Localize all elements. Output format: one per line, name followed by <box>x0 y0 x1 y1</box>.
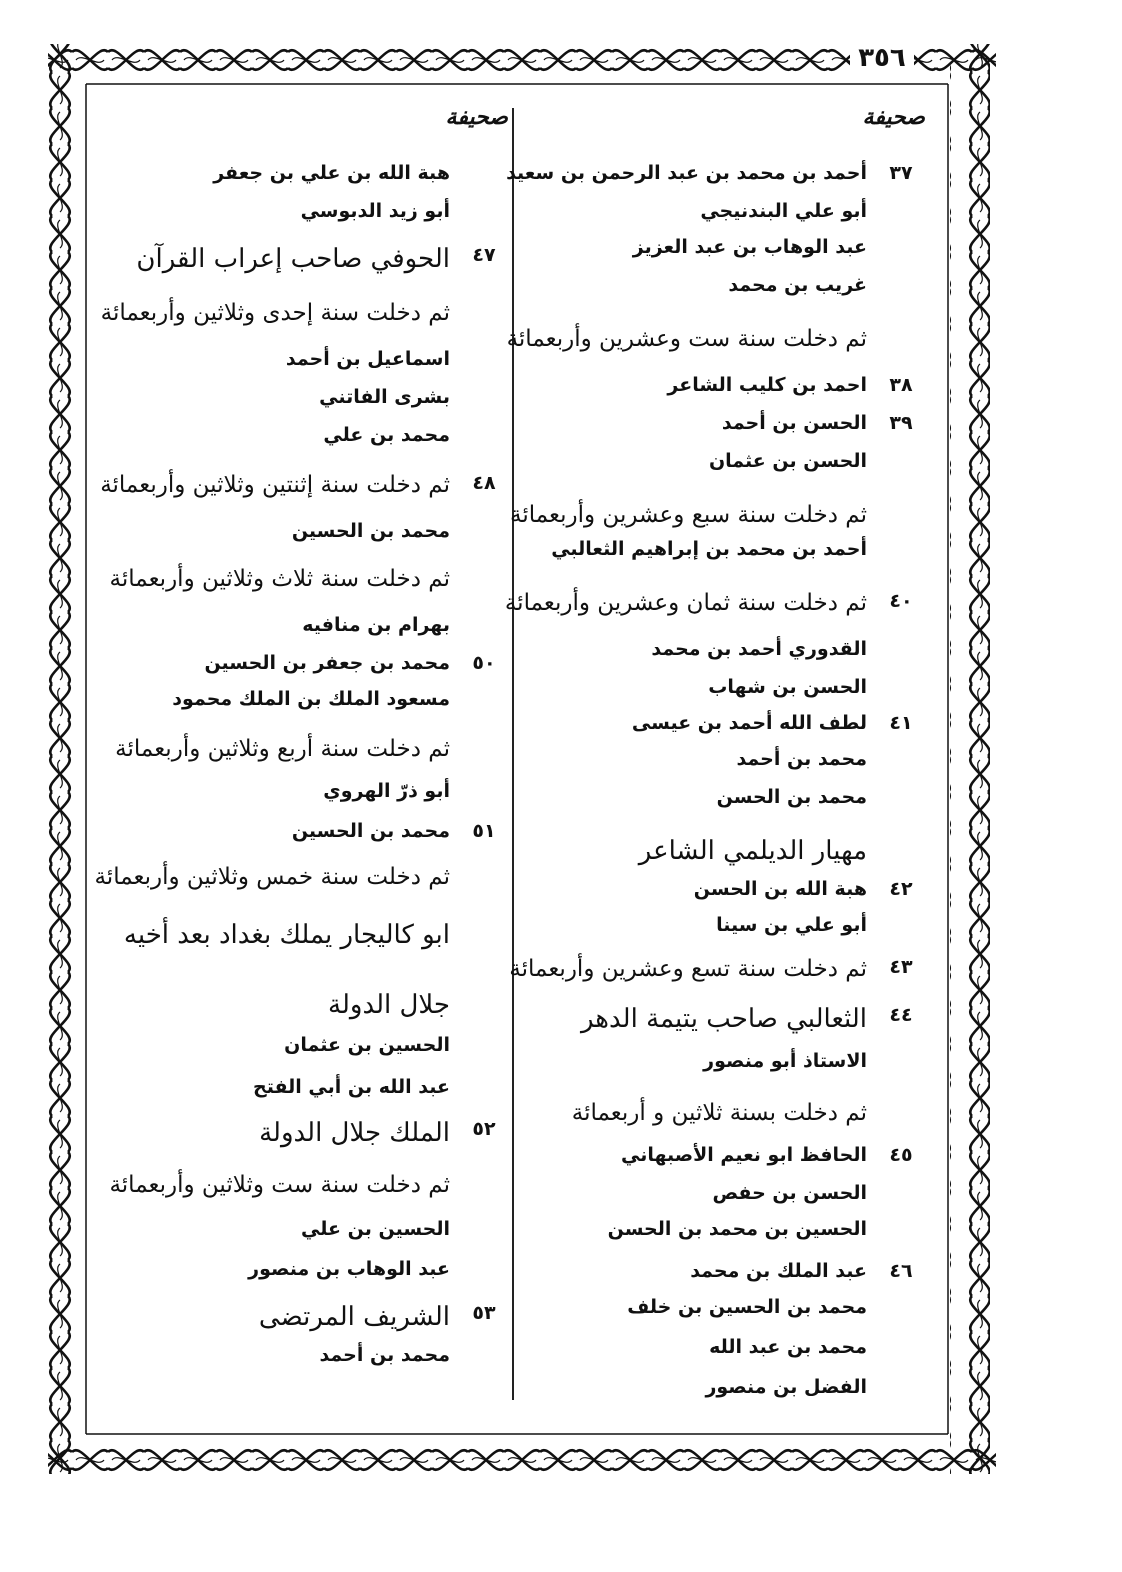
index-entry <box>527 450 925 486</box>
entry-text: لطف الله أحمد بن عيسى <box>631 712 867 734</box>
entry-text: الحسن بن عثمان <box>708 450 867 472</box>
index-entry <box>104 162 508 198</box>
index-entry <box>527 1260 925 1296</box>
entry-text: أبو زيد الدبوسي <box>300 200 450 222</box>
entry-text: بشرى الفاتني <box>319 386 450 408</box>
entry-page-number: ٥٣ <box>472 1302 496 1324</box>
entry-text: أبو علي البندنيجي <box>700 200 867 222</box>
index-entry <box>527 236 925 272</box>
entry-page-number: ٥٢ <box>472 1118 496 1140</box>
entry-text: القدوري أحمد بن محمد <box>651 638 867 660</box>
entry-text: الحسين بن محمد بن الحسن <box>607 1218 867 1240</box>
index-entry <box>506 326 925 362</box>
index-entry <box>100 472 508 508</box>
entry-text: ابو كاليجار يملك بغداد بعد أخيه <box>123 920 450 950</box>
entry-text: محمد بن عبد الله <box>709 1336 867 1358</box>
index-entry <box>527 412 925 448</box>
index-entry <box>104 820 508 856</box>
index-entry <box>504 590 925 626</box>
index-entry <box>104 1258 508 1294</box>
entry-text: ثم دخلت سنة تسع وعشرين وأربعمائة <box>509 956 867 982</box>
entry-page-number: ٤٣ <box>889 956 913 978</box>
index-entry <box>104 386 508 422</box>
entry-text: عبد الله بن أبي الفتح <box>253 1076 450 1098</box>
index-entry <box>506 162 925 198</box>
entry-page-number: ٤٧ <box>472 244 496 266</box>
index-entry <box>527 1336 925 1372</box>
index-entry <box>527 538 925 574</box>
entry-text: أحمد بن محمد بن إبراهيم الثعالبي <box>551 538 867 560</box>
index-entry <box>104 990 508 1026</box>
entry-page-number: ٣٧ <box>889 162 913 184</box>
entry-text: الاستاذ أبو منصور <box>703 1050 867 1072</box>
entry-text: مسعود الملك بن الملك محمود <box>172 688 450 710</box>
entry-text: مهيار الديلمي الشاعر <box>638 836 867 866</box>
index-entry <box>94 864 508 900</box>
index-entry <box>527 274 925 310</box>
entry-text: ثم دخلت سنة ست وثلاثين وأربعمائة <box>109 1172 450 1198</box>
entry-text: هبة الله بن الحسن <box>693 878 867 900</box>
entry-text: ثم دخلت سنة إحدى وثلاثين وأربعمائة <box>100 300 450 326</box>
index-entry <box>104 1076 508 1112</box>
index-entry <box>104 736 508 772</box>
entry-text: أبو علي بن سينا <box>716 914 867 936</box>
entry-text: الملك جلال الدولة <box>259 1118 450 1148</box>
index-entry <box>104 1172 508 1208</box>
index-entry <box>104 200 508 236</box>
index-entry <box>104 244 508 280</box>
index-entry <box>104 614 508 650</box>
entry-text: الحسن بن أحمد <box>721 412 867 434</box>
entry-text: اسماعيل بن أحمد <box>285 348 450 370</box>
index-entry <box>527 748 925 784</box>
entry-text: عبد الوهاب بن عبد العزيز <box>632 236 867 258</box>
entry-text: محمد بن الحسين <box>291 520 450 542</box>
entry-page-number: ٥١ <box>472 820 496 842</box>
entry-text: محمد بن أحمد <box>736 748 867 770</box>
entry-text: محمد بن الحسين بن خلف <box>627 1296 867 1318</box>
index-entry <box>527 638 925 674</box>
entry-text: ثم دخلت سنة خمس وثلاثين وأربعمائة <box>94 864 450 890</box>
entry-text: غريب بن محمد <box>728 274 867 296</box>
index-entry <box>104 1302 508 1338</box>
index-entry <box>527 712 925 748</box>
entry-text: ثم دخلت سنة ثمان وعشرين وأربعمائة <box>504 590 867 616</box>
entry-text: هبة الله بن علي بن جعفر <box>213 162 450 184</box>
entry-page-number: ٤٢ <box>889 878 913 900</box>
index-entry <box>527 1296 925 1332</box>
index-entry <box>527 1004 925 1040</box>
index-entry <box>104 652 508 688</box>
entry-text: الحسين بن عثمان <box>284 1034 450 1056</box>
page-number: ٣٥٦ <box>850 38 914 78</box>
entry-text: محمد بن أحمد <box>319 1344 450 1366</box>
index-entry <box>527 1050 925 1086</box>
entry-text: الحسين بن علي <box>301 1218 450 1240</box>
entry-text: ثم دخلت سنة إثنتين وثلاثين وأربعمائة <box>100 472 450 498</box>
entry-text: احمد بن كليب الشاعر <box>667 374 867 396</box>
index-entry <box>100 300 508 336</box>
index-entry <box>527 676 925 712</box>
entry-text: ثم دخلت سنة سبع وعشرين وأربعمائة <box>509 502 867 528</box>
index-entry <box>104 1218 508 1254</box>
entry-page-number: ٤٤ <box>889 1004 913 1026</box>
entry-text: ثم دخلت سنة ثلاث وثلاثين وأربعمائة <box>109 566 450 592</box>
entry-text: أبو ذرّ الهروي <box>323 780 450 802</box>
entry-text: أحمد بن محمد بن عبد الرحمن بن سعيد <box>506 162 867 184</box>
entry-text: الحسن بن شهاب <box>708 676 867 698</box>
index-entry <box>104 780 508 816</box>
entry-page-number: ٥٠ <box>472 652 496 674</box>
index-entry <box>527 786 925 822</box>
column-divider <box>512 108 514 1400</box>
index-entry <box>104 1118 508 1154</box>
column-header: صحيفة <box>862 104 925 130</box>
entry-text: عبد الملك بن محمد <box>690 1260 867 1282</box>
index-entry <box>104 520 508 556</box>
entry-text: الحافظ ابو نعيم الأصبهاني <box>621 1144 867 1166</box>
entry-text: الثعالبي صاحب يتيمة الدهر <box>580 1004 867 1034</box>
entry-text: الفضل بن منصور <box>705 1376 867 1398</box>
entry-text: جلال الدولة <box>328 990 450 1020</box>
index-entry <box>527 878 925 914</box>
entry-text: الشريف المرتضى <box>258 1302 450 1332</box>
entry-text: محمد بن الحسن <box>716 786 867 808</box>
index-entry <box>104 1344 508 1380</box>
index-entry <box>527 374 925 410</box>
entry-page-number: ٤١ <box>889 712 913 734</box>
index-entry <box>104 566 508 602</box>
entry-text: بهرام بن منافيه <box>302 614 450 636</box>
entry-page-number: ٤٥ <box>889 1144 913 1166</box>
index-entry <box>527 1144 925 1180</box>
entry-text: محمد بن جعفر بن الحسين <box>204 652 450 674</box>
index-entry <box>527 836 925 872</box>
index-entry <box>104 1034 508 1070</box>
index-entry <box>527 1100 925 1136</box>
index-entry <box>527 1218 925 1254</box>
entry-text: الحسن بن حفص <box>712 1182 867 1204</box>
index-entry <box>509 502 925 538</box>
index-entry <box>527 914 925 950</box>
entry-text: ثم دخلت سنة أربع وثلاثين وأربعمائة <box>115 736 450 762</box>
entry-text: ثم دخلت سنة ست وعشرين وأربعمائة <box>506 326 867 352</box>
entry-text: ثم دخلت بسنة ثلاثين و أربعمائة <box>571 1100 867 1126</box>
index-entry <box>527 200 925 236</box>
index-entry <box>104 348 508 384</box>
index-entry <box>104 424 508 460</box>
index-entry <box>527 1182 925 1218</box>
index-entry <box>527 1376 925 1412</box>
entry-text: عبد الوهاب بن منصور <box>248 1258 450 1280</box>
entry-page-number: ٤٨ <box>472 472 496 494</box>
entry-text: محمد بن الحسين <box>291 820 450 842</box>
entry-page-number: ٤٦ <box>889 1260 913 1282</box>
index-entry <box>104 688 508 724</box>
entry-text: محمد بن علي <box>323 424 450 446</box>
index-entry <box>509 956 925 992</box>
entry-page-number: ٣٩ <box>889 412 913 434</box>
entry-page-number: ٤٠ <box>889 590 913 612</box>
column-header: صحيفة <box>445 104 508 130</box>
entry-page-number: ٣٨ <box>889 374 913 396</box>
entry-text: الحوفي صاحب إعراب القرآن <box>136 244 450 274</box>
index-entry <box>104 920 508 956</box>
